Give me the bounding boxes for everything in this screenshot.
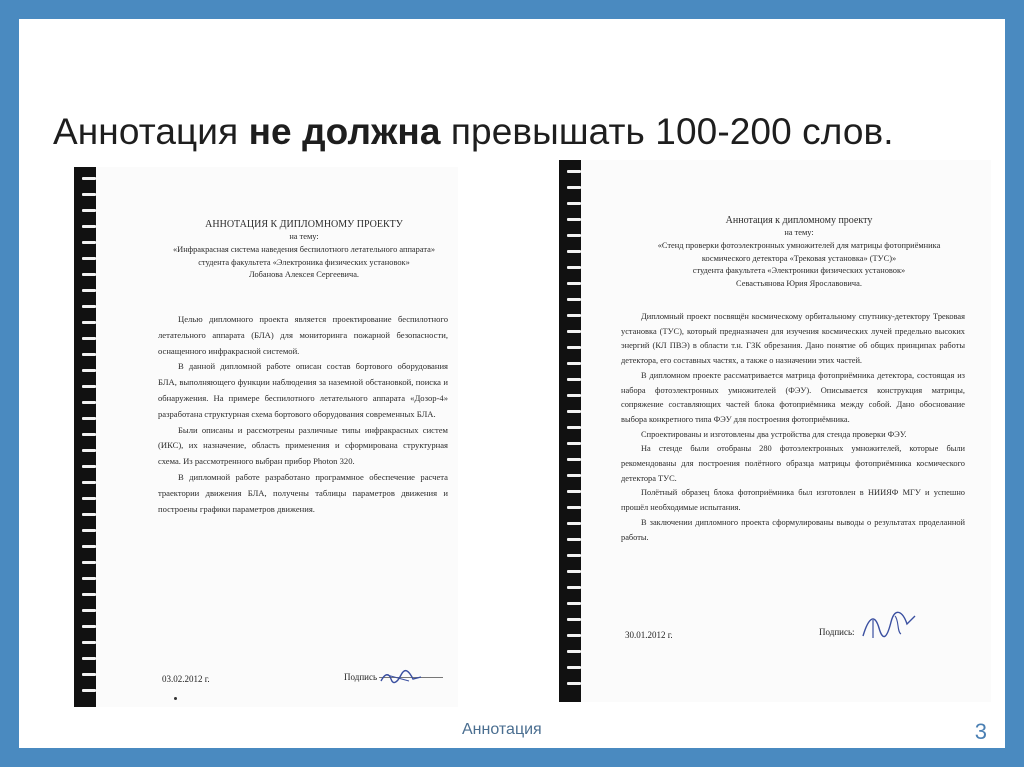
binding-ring [82,625,96,628]
binding-ring [567,586,581,589]
document-2-signature-label: Подпись: [819,627,855,637]
binding-ring [567,410,581,413]
binding-ring [82,177,96,180]
binding-ring [567,570,581,573]
document-2-paragraph: В заключении дипломного проекта сформулированы выводы о результатах проделанной работы. [621,517,965,542]
binding-ring [82,401,96,404]
document-2-title: Аннотация к дипломному проекту [725,215,873,226]
signature-scribble [379,669,423,685]
document-2-topic-line-2: космического детектора «Трековая установка» (ТУС)» [701,253,897,263]
slide [19,19,1005,748]
document-1-paragraph: В дипломной работе разработано программное обеспечение расчета траектории движения БЛА, получены таблицы параметров движения и построены графики параметров движения. [158,471,448,514]
binding-ring [82,497,96,500]
binding-ring [567,394,581,397]
binding-ring [567,682,581,685]
document-2-on-topic: на тему: [784,228,814,237]
binding-ring [567,250,581,253]
binding-ring [82,353,96,356]
binding-ring [567,506,581,509]
binding-ring [567,474,581,477]
ink-dot [174,697,177,700]
document-2-body [621,310,965,545]
signature-label: Подпись [344,672,378,682]
document-2-student: студента факультета «Электроники физических установок» [692,266,906,276]
binding-ring [82,577,96,580]
binding-ring [82,561,96,564]
binding-ring [82,225,96,228]
binding-ring [567,490,581,493]
document-1-date: 03.02.2012 г. [162,674,210,684]
document-1-topic: «Инфракрасная система наведения беспилотного летательного аппарата» [172,244,436,254]
binding-ring [82,433,96,436]
binding-ring [82,593,96,596]
annotation-document-2 [559,160,991,702]
document-2-paragraph: На стенде были отобраны 280 фотоэлектронных умножителей, которые были рекомендованы для построения полётного образца матрицы фотоприёмника космического детектора ТУС. [621,444,965,483]
slide-page-number: 3 [974,719,987,744]
binding-ring [82,657,96,660]
headline-start: Аннотация [53,111,249,152]
binding-ring [567,554,581,557]
binding-ring [82,289,96,292]
binding-ring [82,465,96,468]
document-1-paragraph: В данной дипломной работе описан состав бортового оборудования БЛА, выполняющего функции наблюдения за наземной обстановкой, поиска и обнаружения. На примере беспилотного летательного аппарата «Дозор-4» разработана структурная схема бортового оборудования современных БЛА. [158,361,448,419]
document-1-student: студента факультета «Электроника физических установок» [198,257,410,267]
binding-ring [567,602,581,605]
binding-ring [567,442,581,445]
binding-ring [567,170,581,173]
headline-emphasis: не должна [248,111,441,152]
signature-scribble [859,610,919,642]
binding-ring [567,298,581,301]
document-2-name: Севастьянова Юрия Ярославовича. [736,279,862,289]
binding-ring [82,417,96,420]
document-2-date: 30.01.2012 г. [625,630,673,640]
binding-ring [82,369,96,372]
document-1-header [154,219,454,282]
slide-headline [53,111,894,153]
binding-ring [82,545,96,548]
binding-ring [567,362,581,365]
binding-ring [82,609,96,612]
binding-ring [82,193,96,196]
binding-ring [567,186,581,189]
binding-ring [567,346,581,349]
binding-ring [82,273,96,276]
binding-ring [82,641,96,644]
annotation-document-1 [74,167,458,707]
document-2-paragraph: Спроектированы и изготовлены два устройства для стенда проверки ФЭУ. [641,429,907,439]
document-2-paragraph: Полётный образец блока фотоприёмника был изготовлен в НИИЯФ МГУ и успешно прошёл необходимые испытания. [621,488,965,513]
binding-ring [82,529,96,532]
document-2-paragraph: Дипломный проект посвящён космическому орбитальному спутнику-детектору Трековая установка (ТУС), который предназначен для изучения космических лучей предельно высоких энергий (КЛ ПВЭ) в области т.н. ГЗК обрезания. Дано понятие об общих принципах работы детектора, его составных частях, а также о назначении этих частей. [621,312,965,366]
binding-ring [82,337,96,340]
binding-ring [567,522,581,525]
binding-ring [567,538,581,541]
binding-ring [82,305,96,308]
document-1-on-topic: на тему: [289,232,319,241]
headline-end: превышать 100-200 слов. [440,111,894,152]
document-1-paragraph: Целью дипломного проекта является проектирование беспилотного летательного аппарата (БЛА) для мониторинга пожарной безопасности, оснащенного инфракрасной системой. [158,314,448,356]
binding-ring [82,321,96,324]
binding-ring [567,634,581,637]
binding-ring [82,241,96,244]
binding-ring [82,385,96,388]
document-2-paragraph: В дипломном проекте рассматривается матрица фотоприёмника детектора, состоящая из набора фотоэлектронных умножителей (ФЭУ). Описывается конструкция матрицы, сопряжение составляющих частей блока фотоприёмника между собой. Дано обоснование выбора конкретного типа ФЭУ для построения фотоприёмника. [621,370,965,424]
binding-ring [567,650,581,653]
binding-ring [82,513,96,516]
binding-ring [567,666,581,669]
binding-ring [82,209,96,212]
footer-section-label: Аннотация [462,721,542,738]
binding-ring [82,449,96,452]
binding-ring [567,426,581,429]
document-2-topic-line-1: «Стенд проверки фотоэлектронных умножителей для матрицы фотоприёмника [657,240,941,250]
binding-ring [567,266,581,269]
binding-ring [567,282,581,285]
binding-ring [82,257,96,260]
binding-ring [567,218,581,221]
binding-ring [567,330,581,333]
binding-ring [82,481,96,484]
binding-ring [567,202,581,205]
binding-spine [74,167,96,707]
document-1-title: АННОТАЦИЯ К ДИПЛОМНОМУ ПРОЕКТУ [205,219,403,230]
document-2-header [619,215,979,291]
document-1-paragraph: Были описаны и рассмотрены различные типы инфракрасных систем (ИКС), их назначение, область применения и сформирована структурная схема. Из рассмотренного выбран прибор Photon 320. [158,424,448,467]
document-1-name: Лобанова Алексея Сергеевича. [248,270,360,280]
binding-ring [567,314,581,317]
document-1-body [158,312,448,517]
binding-ring [567,458,581,461]
binding-spine [559,160,581,702]
binding-ring [567,618,581,621]
binding-ring [567,234,581,237]
binding-ring [82,689,96,692]
binding-ring [82,673,96,676]
binding-ring [567,378,581,381]
